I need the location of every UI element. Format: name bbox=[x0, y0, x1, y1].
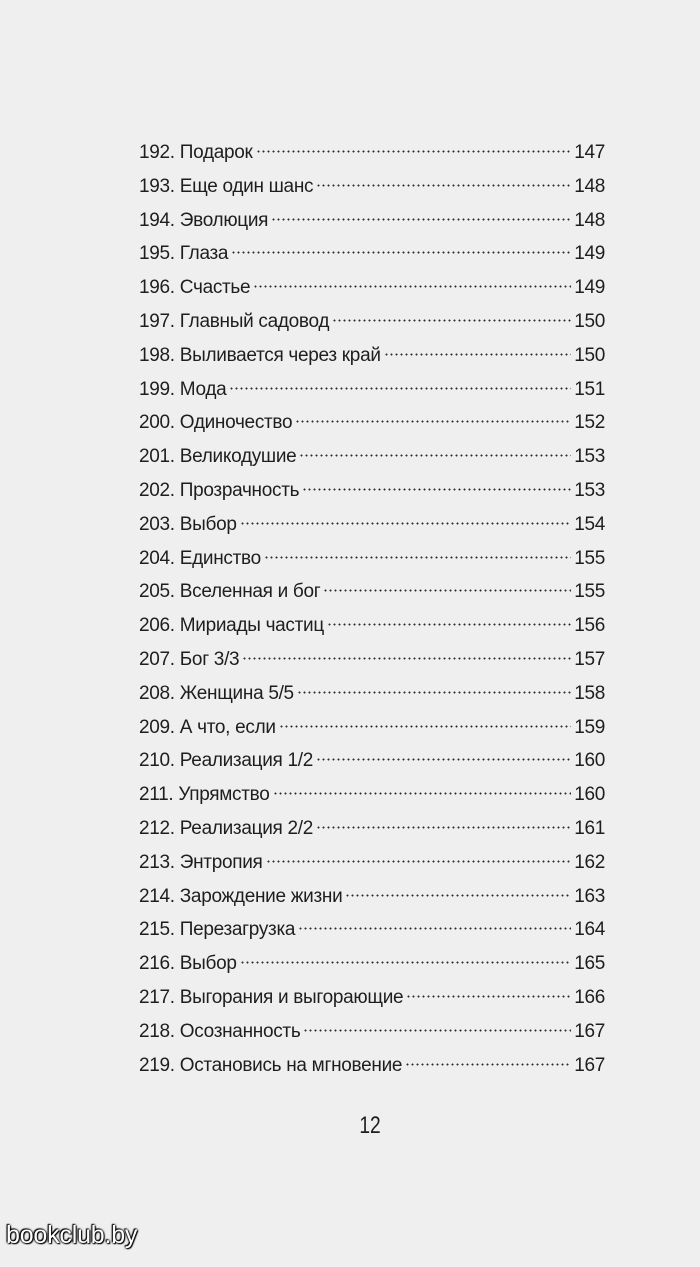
toc-entry-title: 200. Одиночество bbox=[139, 412, 293, 434]
toc-dot-leader bbox=[406, 995, 571, 998]
toc-entry bbox=[139, 508, 605, 542]
toc-dot-leader bbox=[242, 657, 571, 660]
toc-entry-title: 213. Энтропия bbox=[139, 851, 263, 873]
toc-entry-title: 204. Единство bbox=[139, 547, 261, 569]
toc-entry-page: 149 bbox=[574, 243, 605, 265]
toc-entry-page: 147 bbox=[574, 142, 605, 163]
toc-entry bbox=[139, 880, 605, 914]
toc-entry-page: 157 bbox=[574, 648, 605, 670]
toc-entry-page: 155 bbox=[574, 581, 605, 603]
toc-entry-page: 153 bbox=[574, 479, 605, 501]
toc-entry-title: 219. Остановись на мгновение bbox=[139, 1054, 403, 1076]
toc-entry bbox=[139, 136, 605, 170]
watermark: bookclub.by bbox=[6, 1221, 138, 1249]
toc-entry bbox=[139, 1049, 605, 1083]
toc-entry-page: 167 bbox=[574, 1054, 605, 1076]
toc-dot-leader bbox=[345, 894, 571, 897]
toc-dot-leader bbox=[240, 961, 572, 964]
toc-entry-page: 154 bbox=[574, 513, 605, 535]
toc-entry bbox=[139, 271, 605, 305]
toc-dot-leader bbox=[384, 353, 572, 356]
toc-entry bbox=[139, 913, 605, 947]
toc-entry-title: 201. Великодушие bbox=[139, 446, 297, 468]
toc-entry-title: 209. А что, если bbox=[139, 716, 276, 738]
toc-entry-title: 194. Эволюция bbox=[139, 209, 269, 231]
toc-dot-leader bbox=[256, 150, 572, 153]
toc-dot-leader bbox=[316, 826, 571, 829]
toc-entry-title: 206. Мириады частиц bbox=[139, 615, 324, 637]
toc-dot-leader bbox=[271, 218, 571, 221]
page-number: 12 bbox=[359, 1112, 381, 1139]
toc-entry-page: 148 bbox=[574, 209, 605, 231]
toc-dot-leader bbox=[327, 623, 571, 626]
toc-entry bbox=[139, 846, 605, 880]
toc-entry bbox=[139, 542, 605, 576]
toc-entry-title: 218. Осознанность bbox=[139, 1020, 301, 1042]
toc-dot-leader bbox=[298, 927, 571, 930]
toc-entry-page: 156 bbox=[574, 615, 605, 637]
toc-dot-leader bbox=[273, 792, 572, 795]
toc-entry-page: 166 bbox=[574, 986, 605, 1008]
toc-entry-title: 207. Бог 3/3 bbox=[139, 648, 240, 670]
toc-dot-leader bbox=[303, 1029, 571, 1032]
toc-entry-title: 210. Реализация 1/2 bbox=[139, 750, 313, 772]
toc-dot-leader bbox=[302, 488, 571, 491]
toc-entry-title: 214. Зарождение жизни bbox=[139, 885, 343, 907]
toc-entry bbox=[139, 744, 605, 778]
toc-entry-page: 162 bbox=[574, 851, 605, 873]
toc-entry-page: 155 bbox=[574, 547, 605, 569]
toc-dot-leader bbox=[253, 285, 571, 288]
toc-entry-title: 196. Счастье bbox=[139, 277, 251, 299]
toc-entry-page: 165 bbox=[574, 953, 605, 975]
toc-dot-leader bbox=[316, 184, 571, 187]
toc-entry-title: 212. Реализация 2/2 bbox=[139, 817, 313, 839]
toc-entry bbox=[139, 643, 605, 677]
toc-entry-title: 211. Упрямство bbox=[139, 784, 270, 806]
toc-entry bbox=[139, 237, 605, 271]
toc-entry-title: 215. Перезагрузка bbox=[139, 919, 296, 941]
toc-dot-leader bbox=[231, 251, 571, 254]
toc-entry-page: 163 bbox=[574, 885, 605, 907]
toc-entry bbox=[139, 711, 605, 745]
toc-entry-title: 217. Выгорания и выгорающие bbox=[139, 986, 404, 1008]
toc-entry-title: 208. Женщина 5/5 bbox=[139, 682, 294, 704]
toc-entry bbox=[139, 778, 605, 812]
toc-dot-leader bbox=[323, 589, 571, 592]
toc-entry-page: 151 bbox=[574, 378, 605, 400]
toc-entry bbox=[139, 474, 605, 508]
toc-entry bbox=[139, 305, 605, 339]
toc-dot-leader bbox=[297, 691, 571, 694]
toc-entry-page: 150 bbox=[574, 344, 605, 366]
toc-entry-page: 149 bbox=[574, 277, 605, 299]
toc-dot-leader bbox=[299, 454, 571, 457]
toc-dot-leader bbox=[405, 1063, 571, 1066]
toc-entry-page: 153 bbox=[574, 446, 605, 468]
toc-entry bbox=[139, 440, 605, 474]
toc-entry bbox=[139, 170, 605, 204]
toc-entry bbox=[139, 406, 605, 440]
toc-dot-leader bbox=[279, 725, 571, 728]
toc-dot-leader bbox=[266, 860, 572, 863]
toc-entry-page: 150 bbox=[574, 310, 605, 332]
toc-entry bbox=[139, 981, 605, 1015]
toc-dot-leader bbox=[316, 758, 571, 761]
toc-dot-leader bbox=[264, 556, 571, 559]
toc-entry bbox=[139, 575, 605, 609]
toc-entry-title: 193. Еще один шанс bbox=[139, 175, 314, 197]
toc-entry bbox=[139, 339, 605, 373]
toc-entry-title: 198. Выливается через край bbox=[139, 344, 381, 366]
toc-entry-title: 216. Выбор bbox=[139, 953, 237, 975]
toc-entry-page: 148 bbox=[574, 175, 605, 197]
toc-dot-leader bbox=[240, 522, 572, 525]
toc-entry bbox=[139, 812, 605, 846]
toc-entry-page: 164 bbox=[574, 919, 605, 941]
toc-dot-leader bbox=[229, 387, 571, 390]
toc-entry-page: 152 bbox=[574, 412, 605, 434]
toc-entry bbox=[139, 1015, 605, 1049]
toc-entry bbox=[139, 947, 605, 981]
toc-entry-page: 160 bbox=[574, 784, 605, 806]
toc-entry-page: 160 bbox=[574, 750, 605, 772]
toc-entry bbox=[139, 204, 605, 238]
toc-entry-page: 167 bbox=[574, 1020, 605, 1042]
toc-dot-leader bbox=[295, 420, 571, 423]
toc-entry-page: 159 bbox=[574, 716, 605, 738]
table-of-contents bbox=[139, 136, 605, 1082]
toc-entry-title: 199. Мода bbox=[139, 378, 227, 400]
toc-entry-page: 161 bbox=[574, 817, 605, 839]
toc-entry-title: 197. Главный садовод bbox=[139, 310, 330, 332]
toc-entry-title: 192. Подарок bbox=[139, 142, 253, 163]
toc-entry-title: 195. Глаза bbox=[139, 243, 229, 265]
toc-entry bbox=[139, 373, 605, 407]
toc-entry-page: 158 bbox=[574, 682, 605, 704]
toc-entry bbox=[139, 677, 605, 711]
toc-dot-leader bbox=[332, 319, 571, 322]
toc-entry bbox=[139, 609, 605, 643]
toc-entry-title: 202. Прозрачность bbox=[139, 479, 300, 501]
toc-entry-title: 205. Вселенная и бог bbox=[139, 581, 321, 603]
toc-entry-title: 203. Выбор bbox=[139, 513, 237, 535]
